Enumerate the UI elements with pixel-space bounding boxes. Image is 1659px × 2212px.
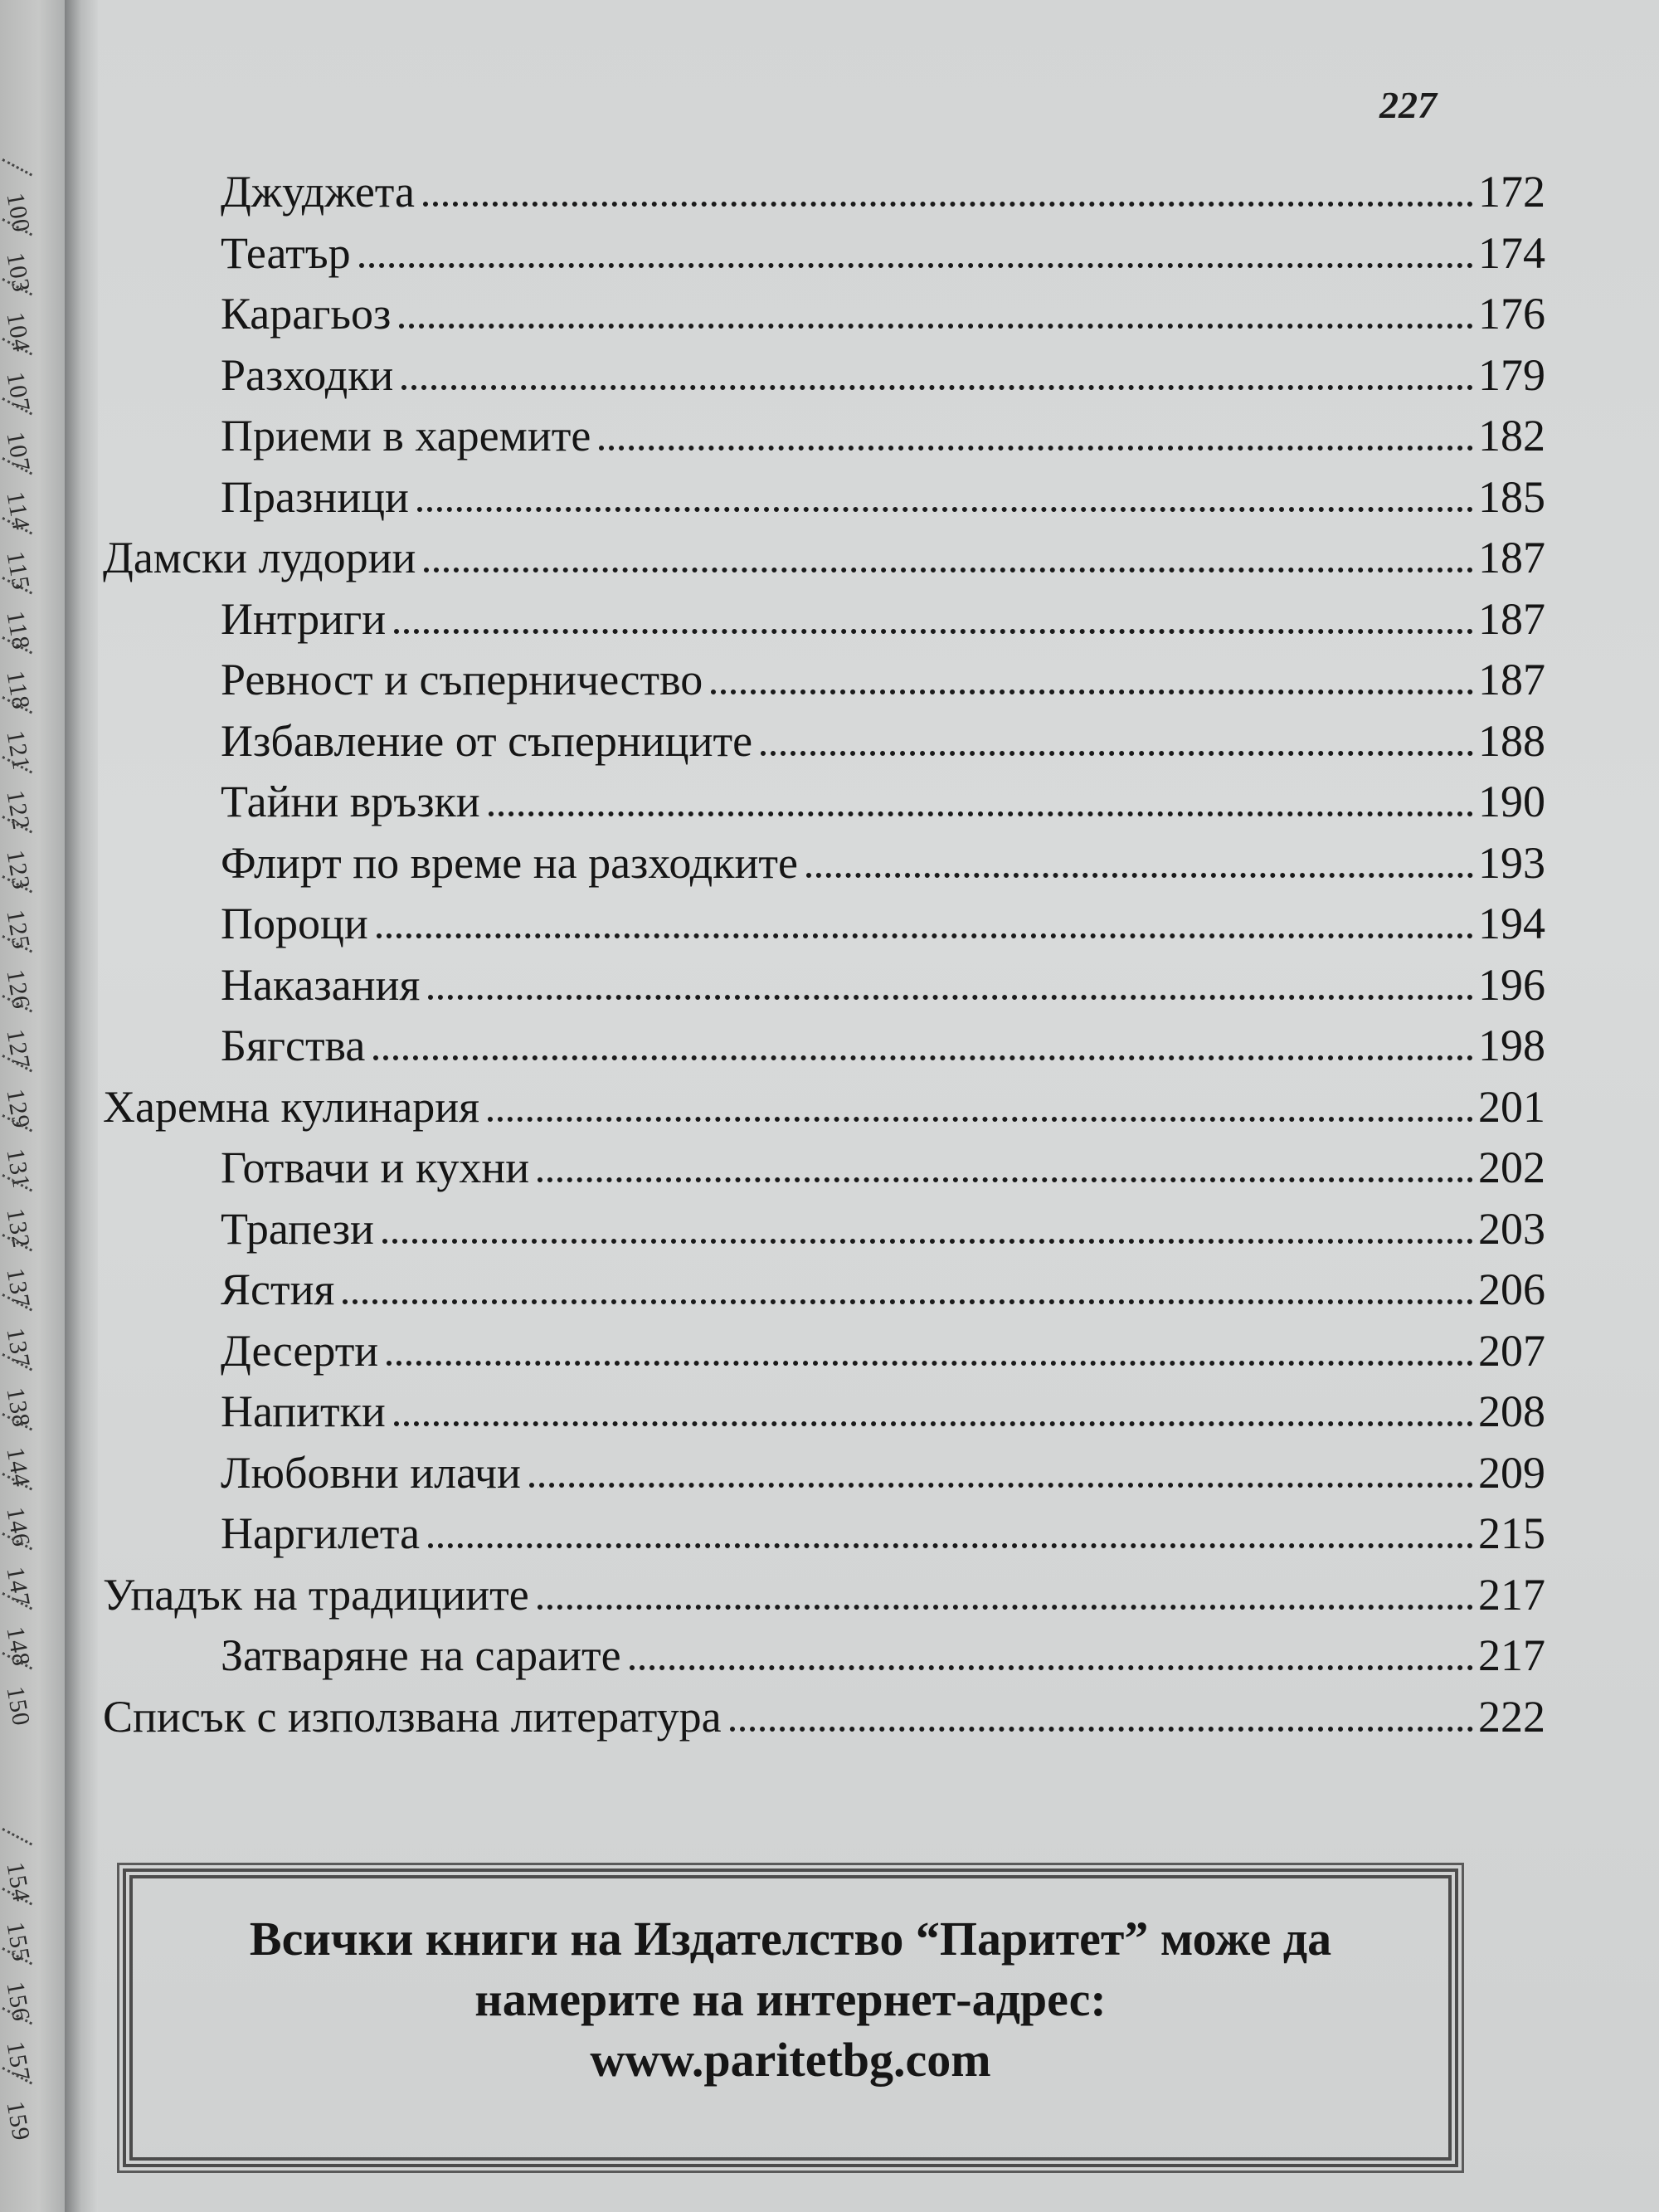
toc-subsection-entry	[221, 1020, 1545, 1071]
page-number: 227	[1379, 84, 1437, 126]
toc-subsection-entry	[221, 227, 1545, 279]
toc-entry-title: Списък с използвана литература	[103, 1691, 722, 1742]
dot-leader	[399, 324, 1473, 329]
toc-subsection-entry	[221, 1447, 1545, 1498]
dot-leader	[387, 1361, 1473, 1366]
toc-entry-title: Трапези	[221, 1203, 374, 1254]
facing-page-number: 144	[1, 1445, 36, 1490]
dot-leader	[394, 1421, 1473, 1426]
book-page	[98, 0, 1659, 2212]
toc-subsection-entry	[221, 1142, 1545, 1193]
notice-line-2: намерите на интернет-адрес:	[474, 1972, 1107, 2027]
toc-subsection-entry	[221, 471, 1545, 523]
dot-leader	[488, 1117, 1473, 1122]
toc-subsection-entry	[221, 837, 1545, 889]
toc-subsection-entry	[221, 1203, 1545, 1255]
book-gutter	[65, 0, 98, 2212]
toc-entry-title: Ястия	[221, 1264, 335, 1314]
toc-entry-title: Упадък на традициите	[103, 1569, 529, 1620]
facing-page-edge	[0, 0, 65, 2212]
toc-entry-title: Десерти	[221, 1325, 379, 1376]
toc-entry-page: 193	[1478, 837, 1545, 888]
toc-subsection-entry	[221, 1630, 1545, 1681]
toc-subsection-entry	[221, 288, 1545, 339]
facing-page-number: 147	[1, 1565, 36, 1610]
facing-page-number: 125	[1, 908, 36, 953]
toc-entry-title: Наказания	[221, 959, 421, 1010]
facing-page-number: 137	[1, 1266, 36, 1311]
dot-leader	[343, 1299, 1473, 1304]
toc-entry-page: 185	[1478, 471, 1545, 522]
toc-entry-title: Карагьоз	[221, 289, 392, 339]
facing-page-number: 146	[1, 1505, 36, 1550]
facing-page-number: 115	[1, 549, 36, 592]
facing-page-number: 127	[1, 1027, 36, 1072]
toc-subsection-entry	[221, 593, 1545, 645]
facing-page-number: 100	[1, 191, 36, 236]
facing-page-number: 129	[1, 1087, 36, 1132]
dot-leader	[599, 446, 1473, 451]
toc-entry-title: Тайни връзки	[221, 777, 480, 826]
toc-entry-title: Напитки	[221, 1386, 386, 1436]
facing-page-number: 118	[1, 669, 36, 712]
facing-page-number: 121	[1, 728, 36, 773]
facing-page-number: 159	[1, 2099, 36, 2144]
toc-entry-page: 202	[1478, 1143, 1545, 1192]
toc-subsection-entry	[221, 959, 1545, 1011]
dot-leader	[730, 1727, 1473, 1732]
toc-entry-title: Дамски лудории	[103, 533, 416, 582]
toc-subsection-entry	[221, 349, 1545, 401]
dot-leader	[382, 1239, 1473, 1244]
toc-entry-title: Готвачи и кухни	[221, 1143, 530, 1192]
facing-page-number: 137	[1, 1326, 36, 1371]
dot-leader	[538, 1177, 1473, 1182]
dot-leader	[529, 1483, 1473, 1488]
facing-page-number: 150	[1, 1684, 36, 1729]
notice-line-1: Всички книги на Издателство “Паритет” може да	[249, 1912, 1332, 1966]
facing-page-number: 122	[1, 788, 36, 833]
dot-leader	[359, 263, 1473, 268]
dot-leader	[428, 995, 1473, 1000]
toc-entry-page: 208	[1478, 1386, 1545, 1436]
toc-subsection-entry	[221, 1325, 1545, 1376]
dot-leader	[761, 751, 1473, 756]
facing-page-number: 126	[1, 967, 36, 1012]
publisher-notice-box	[123, 1869, 1458, 2167]
dot-leader	[373, 1055, 1473, 1060]
dot-leader	[489, 811, 1473, 816]
dot-leader	[711, 689, 1473, 694]
facing-page-number: 107	[1, 370, 36, 415]
toc-entry-page: 187	[1478, 655, 1545, 704]
toc-entry-page: 190	[1478, 777, 1545, 826]
toc-entry-title: Харемна кулинария	[103, 1081, 480, 1132]
notice-website: www.paritetbg.com	[590, 2033, 991, 2088]
toc-subsection-entry	[221, 898, 1545, 949]
toc-subsection-entry	[221, 166, 1545, 217]
toc-entry-page: 179	[1478, 349, 1545, 400]
toc-entry-page: 207	[1478, 1325, 1545, 1376]
facing-page-number: 104	[1, 310, 36, 355]
toc-entry-title: Интриги	[221, 593, 387, 644]
dot-leader	[424, 568, 1473, 572]
toc-subsection-entry	[221, 410, 1545, 461]
toc-section-entry	[103, 1569, 1545, 1620]
facing-page-leader	[1, 158, 32, 178]
facing-page-leader	[1, 1828, 32, 1848]
facing-page-number: 114	[1, 490, 36, 533]
toc-entry-page: 174	[1478, 227, 1545, 278]
toc-entry-page: 206	[1478, 1264, 1545, 1314]
toc-subsection-entry	[221, 1386, 1545, 1437]
facing-page-number: 103	[1, 251, 36, 295]
toc-entry-page: 182	[1478, 411, 1545, 460]
dot-leader	[630, 1665, 1473, 1670]
facing-page-number: 132	[1, 1206, 36, 1251]
facing-page-number: 155	[1, 1920, 36, 1965]
dot-leader	[423, 202, 1473, 207]
toc-subsection-entry	[221, 1508, 1545, 1559]
dot-leader	[806, 873, 1473, 878]
dot-leader	[401, 385, 1473, 390]
toc-entry-page: 201	[1478, 1081, 1545, 1132]
facing-page-number: 131	[1, 1147, 36, 1191]
toc-entry-page: 217	[1478, 1569, 1545, 1620]
toc-entry-title: Затваряне на сараите	[221, 1630, 621, 1680]
toc-entry-page: 176	[1478, 289, 1545, 339]
toc-subsection-entry	[221, 1264, 1545, 1315]
toc-entry-title: Джуджета	[221, 167, 416, 217]
toc-entry-title: Театър	[221, 227, 351, 278]
dot-leader	[538, 1605, 1473, 1610]
toc-entry-page: 209	[1478, 1447, 1545, 1498]
toc-entry-title: Пороци	[221, 899, 368, 948]
toc-section-entry	[103, 1081, 1545, 1133]
toc-entry-page: 203	[1478, 1203, 1545, 1254]
dot-leader	[377, 933, 1473, 938]
toc-entry-page: 217	[1478, 1630, 1545, 1680]
facing-page-number: 148	[1, 1625, 36, 1669]
toc-subsection-entry	[221, 654, 1545, 705]
facing-page-number: 118	[1, 609, 36, 652]
dot-leader	[394, 629, 1473, 634]
dot-leader	[417, 507, 1473, 512]
toc-section-entry	[103, 1691, 1545, 1742]
facing-page-number: 157	[1, 2039, 36, 2084]
dot-leader	[428, 1543, 1473, 1548]
toc-entry-title: Наргилета	[221, 1508, 421, 1558]
toc-entry-page: 196	[1478, 959, 1545, 1010]
toc-entry-title: Избавление от съперниците	[221, 715, 753, 766]
toc-section-entry	[103, 532, 1545, 583]
toc-entry-title: Приеми в харемите	[221, 411, 591, 460]
toc-entry-title: Празници	[221, 471, 409, 522]
toc-entry-page: 188	[1478, 715, 1545, 766]
facing-page-number: 123	[1, 848, 36, 893]
facing-page-number: 107	[1, 430, 36, 475]
toc-entry-title: Флирт по време на разходките	[221, 837, 798, 888]
toc-entry-title: Разходки	[221, 349, 394, 400]
toc-entry-page: 187	[1478, 593, 1545, 644]
toc-entry-title: Бягства	[221, 1021, 366, 1070]
toc-subsection-entry	[221, 776, 1545, 827]
facing-page-number: 156	[1, 1980, 36, 2024]
toc-entry-title: Любовни илачи	[221, 1447, 521, 1498]
toc-entry-page: 172	[1478, 167, 1545, 217]
toc-entry-title: Ревност и съперничество	[221, 655, 703, 704]
toc-entry-page: 198	[1478, 1021, 1545, 1070]
facing-page-number: 154	[1, 1860, 36, 1905]
toc-entry-page: 194	[1478, 899, 1545, 948]
toc-subsection-entry	[221, 715, 1545, 767]
toc-entry-page: 222	[1478, 1691, 1545, 1742]
facing-page-number: 138	[1, 1386, 36, 1430]
toc-entry-page: 215	[1478, 1508, 1545, 1558]
toc-entry-page: 187	[1478, 533, 1545, 582]
